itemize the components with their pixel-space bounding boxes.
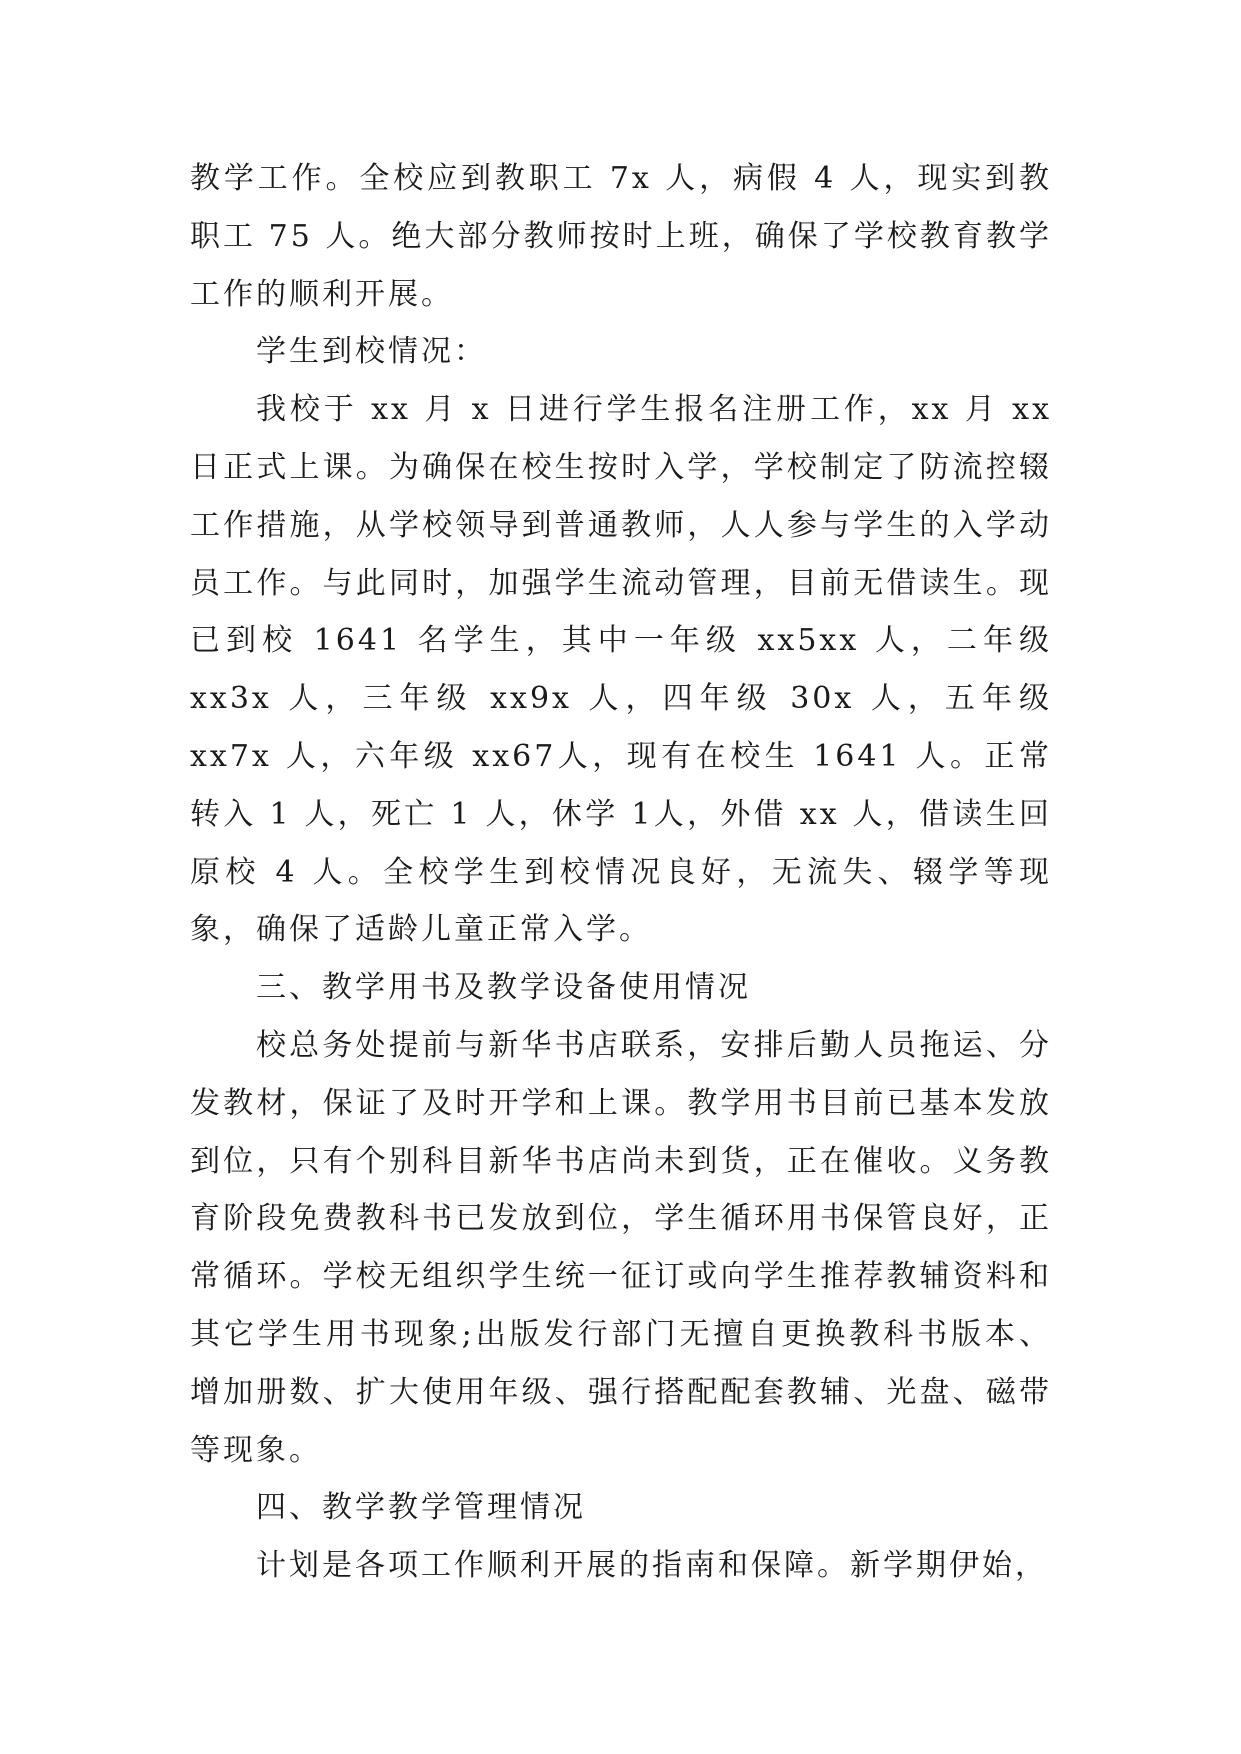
heading-student-attendance: 学生到校情况： xyxy=(256,334,487,370)
heading-section-four: 四、教学教学管理情况 xyxy=(256,1490,586,1526)
paragraph-teaching-management: 计划是各项工作顺利开展的指南和保障。新学期伊始， xyxy=(256,1548,1048,1584)
paragraph-student-attendance: 我校于 xx 月 x 日进行学生报名注册工作，xx 月 xx 日正式上课。为确保在校生按时入学，学校制定了防流控辍工作措施，从学校领导到普通教师，人人参与学生的入学动员工作。与此同时，加强学生流动管理，目前无借读生。现已到校 1641 名学生，其中一年级 xx5xx 人，二年级 xx3x 人，三年级 xx9x 人，四年级 30x 人，五年级 xx7x 人，六年级 xx67人，现有在校生 1641 人。正常转入 1 人，死亡 1 人，休学 1人，外借 xx 人，借读生回原校 4 人。全校学生到校情况良好，无流失、辍学等现象，确保了适龄儿童正常入学。 xyxy=(190,392,1052,948)
document-body xyxy=(190,150,1052,1595)
paragraph-textbooks: 校总务处提前与新华书店联系，安排后勤人员拖运、分发教材，保证了及时开学和上课。教学用书目前已基本发放到位，只有个别科目新华书店尚未到货，正在催收。义务教育阶段免费教科书已发放到位，学生循环用书保管良好，正常循环。学校无组织学生统一征订或向学生推荐教辅资料和其它学生用书现象;出版发行部门无擅自更换教科书版本、增加册数、扩大使用年级、强行搭配配套教辅、光盘、磁带等现象。 xyxy=(190,1027,1052,1468)
paragraph-staff-attendance: 教学工作。全校应到教职工 7x 人，病假 4 人，现实到教职工 75 人。绝大部分教师按时上班，确保了学校教育教学工作的顺利开展。 xyxy=(190,161,1052,312)
heading-section-three: 三、教学用书及教学设备使用情况 xyxy=(256,970,751,1006)
